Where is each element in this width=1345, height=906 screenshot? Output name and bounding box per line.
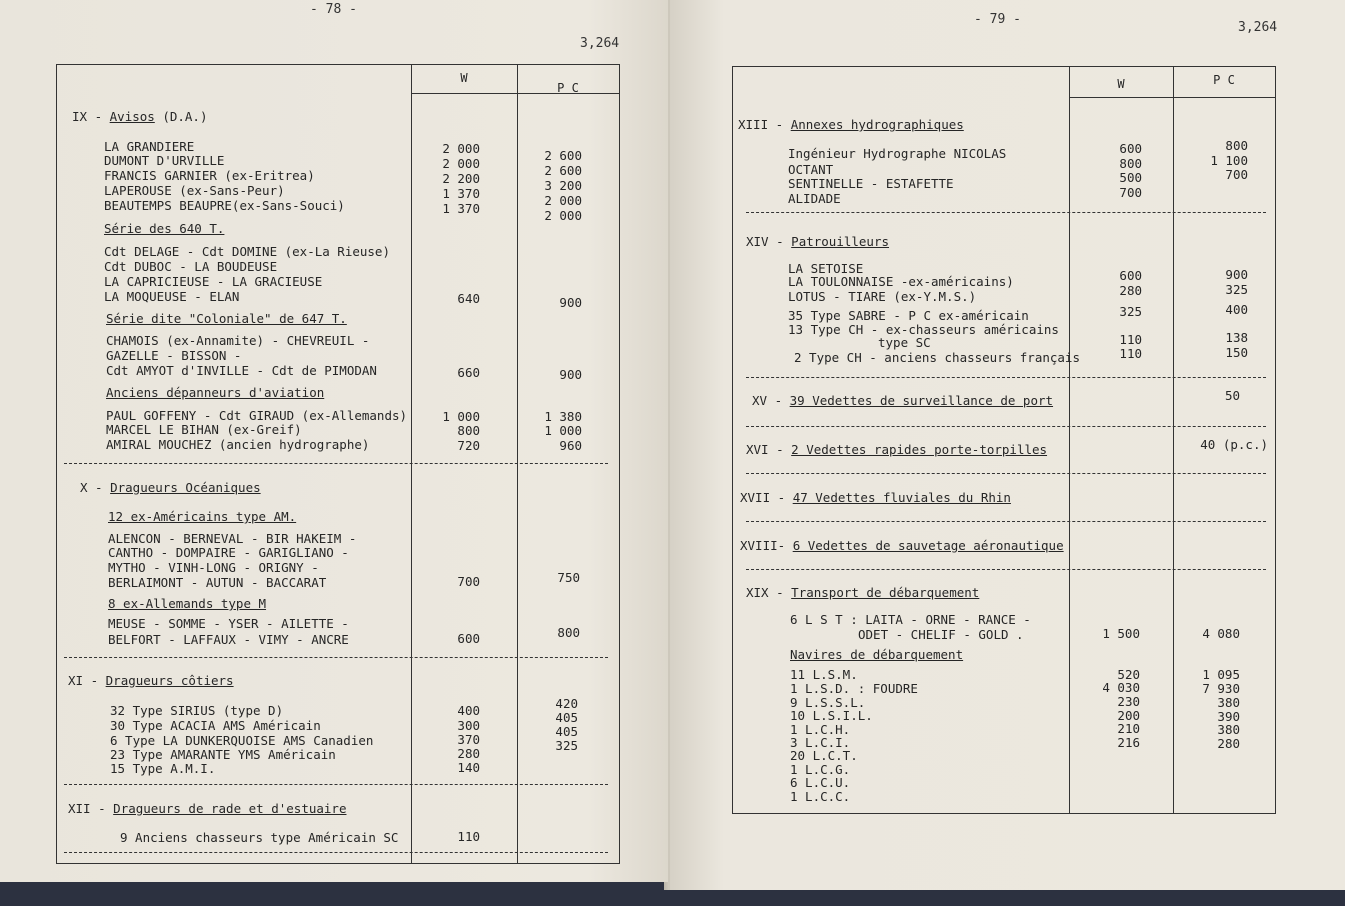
list-item: ALENCON - BERNEVAL - BIR HAKEIM - <box>108 531 357 546</box>
column-header-w: W <box>460 71 468 85</box>
list-item: 6 L.C.U. <box>790 775 851 790</box>
value-w: 280 <box>1119 283 1142 298</box>
list-item: 30 Type ACACIA AMS Américain <box>110 718 321 733</box>
value-pc: 405 <box>555 724 578 739</box>
value-w: 800 <box>457 423 480 438</box>
list-item: Cdt DUBOC - LA BOUDEUSE <box>104 259 278 274</box>
section-title: XV - 39 Vedettes de surveillance de port <box>752 393 1054 408</box>
value-pc: 380 <box>1217 695 1240 710</box>
value-w: 1 000 <box>442 409 480 424</box>
list-item: LA GRANDIERE <box>104 139 195 154</box>
column-header-w: W <box>1117 77 1125 91</box>
value-w: 280 <box>457 746 480 761</box>
section-divider <box>746 212 1266 213</box>
list-item: FRANCIS GARNIER (ex-Eritrea) <box>104 168 315 183</box>
value-pc: 750 <box>557 570 580 585</box>
section-title: XVI - 2 Vedettes rapides porte-torpilles <box>746 442 1048 457</box>
section-divider <box>64 463 608 464</box>
list-item: SENTINELLE - ESTAFETTE <box>788 176 954 191</box>
value-pc: 960 <box>559 438 582 453</box>
reference-number: 3,264 <box>580 36 620 51</box>
list-item: PAUL GOFFENY - Cdt GIRAUD (ex-Allemands) <box>106 408 408 423</box>
value-w: 325 <box>1119 304 1142 319</box>
value-pc: 380 <box>1217 722 1240 737</box>
value-pc: 1 100 <box>1210 153 1248 168</box>
value-w: 2 000 <box>442 141 480 156</box>
list-item: 1 L.C.C. <box>790 789 851 804</box>
value-pc: 2 600 <box>544 163 582 178</box>
list-item: Cdt AMYOT d'INVILLE - Cdt de PIMODAN <box>106 363 377 378</box>
list-item: GAZELLE - BISSON - <box>106 348 242 363</box>
value-w: 200 <box>1117 708 1140 723</box>
list-item: 23 Type AMARANTE YMS Américain <box>110 747 336 762</box>
value-w: 110 <box>1119 346 1142 361</box>
value-w: 1 370 <box>442 201 480 216</box>
section-title: XIV - Patrouilleurs <box>746 234 890 249</box>
list-item: BEAUTEMPS BEAUPRE(ex-Sans-Souci) <box>104 198 345 213</box>
list-item: 2 Type CH - anciens chasseurs français <box>794 350 1080 365</box>
value-pc: 420 <box>555 696 578 711</box>
value-w: 600 <box>1119 268 1142 283</box>
list-item: 15 Type A.M.I. <box>110 761 216 776</box>
value-w: 110 <box>1119 332 1142 347</box>
list-item: 35 Type SABRE - P C ex-américain <box>788 308 1029 323</box>
list-item: 20 L.C.T. <box>790 748 858 763</box>
value-w: 640 <box>457 291 480 306</box>
value-pc: 325 <box>1225 282 1248 297</box>
list-item: 10 L.S.I.L. <box>790 708 873 723</box>
value-w: 2 000 <box>442 156 480 171</box>
value-w: 700 <box>1119 185 1142 200</box>
section-divider <box>746 521 1266 522</box>
list-item: 6 Type LA DUNKERQUOISE AMS Canadien <box>110 733 374 748</box>
value-w: 210 <box>1117 721 1140 736</box>
section-title: XIII - Annexes hydrographiques <box>738 117 964 132</box>
value-pc: 1 095 <box>1202 667 1240 682</box>
value-w: 110 <box>457 829 480 844</box>
value-w: 520 <box>1117 667 1140 682</box>
value-w: 700 <box>457 574 480 589</box>
value-w: 500 <box>1119 170 1142 185</box>
list-item: 32 Type SIRIUS (type D) <box>110 703 284 718</box>
value-w: 300 <box>457 718 480 733</box>
section-divider <box>746 473 1266 474</box>
value-pc: 280 <box>1217 736 1240 751</box>
list-item: BELFORT - LAFFAUX - VIMY - ANCRE <box>108 632 349 647</box>
value-w: 230 <box>1117 694 1140 709</box>
list-item: Ingénieur Hydrographe NICOLAS <box>788 146 1007 161</box>
section-divider <box>746 426 1266 427</box>
value-w: 720 <box>457 438 480 453</box>
page-number: - 79 - <box>974 12 1021 27</box>
value-pc: 390 <box>1217 709 1240 724</box>
list-item: type SC <box>878 335 931 350</box>
value-pc: 400 <box>1225 302 1248 317</box>
section-title: XVII - 47 Vedettes fluviales du Rhin <box>740 490 1011 505</box>
value-pc: 50 <box>1224 388 1240 403</box>
value-w: 2 200 <box>442 171 480 186</box>
list-item: 1 L.S.D. : FOUDRE <box>790 681 918 696</box>
list-item: 3 L.C.I. <box>790 735 851 750</box>
section-title: XIX - Transport de débarquement <box>746 585 980 600</box>
value-pc: 325 <box>555 738 578 753</box>
reference-number: 3,264 <box>1238 20 1278 35</box>
value-w: 1 370 <box>442 186 480 201</box>
right-page <box>670 0 1345 890</box>
list-item: AMIRAL MOUCHEZ (ancien hydrographe) <box>106 437 370 452</box>
section-divider <box>64 784 608 785</box>
subsection-title: 8 ex-Allemands type M <box>108 596 267 611</box>
value-pc: 1 000 <box>544 423 582 438</box>
value-w: 4 030 <box>1102 680 1140 695</box>
left-page <box>0 0 668 882</box>
list-item: LOTUS - TIARE (ex-Y.M.S.) <box>788 289 977 304</box>
value-pc: 1 380 <box>544 409 582 424</box>
subsection-title: Navires de débarquement <box>790 647 964 662</box>
list-item: 1 L.C.H. <box>790 722 851 737</box>
value-w: 600 <box>1119 141 1142 156</box>
column-header-pc: P C <box>557 81 579 95</box>
value-pc: 2 000 <box>544 208 582 223</box>
value-pc: 900 <box>1225 267 1248 282</box>
value-w: 1 500 <box>1102 626 1140 641</box>
value-pc: 138 <box>1225 330 1248 345</box>
value-pc: 3 200 <box>544 178 582 193</box>
subsection-title: 12 ex-Américains type AM. <box>108 509 297 524</box>
list-item: ODET - CHELIF - GOLD . <box>858 627 1024 642</box>
section-divider <box>64 852 608 853</box>
value-w: 600 <box>457 631 480 646</box>
list-item: LA CAPRICIEUSE - LA GRACIEUSE <box>104 274 323 289</box>
value-w: 400 <box>457 703 480 718</box>
value-pc: 2 000 <box>544 193 582 208</box>
list-item: CANTHO - DOMPAIRE - GARIGLIANO - <box>108 545 349 560</box>
list-item: LA MOQUEUSE - ELAN <box>104 289 240 304</box>
list-item: CHAMOIS (ex-Annamite) - CHEVREUIL - <box>106 333 370 348</box>
value-pc: 7 930 <box>1202 681 1240 696</box>
section-divider <box>64 657 608 658</box>
value-pc: 405 <box>555 710 578 725</box>
list-item: 11 L.S.M. <box>790 667 858 682</box>
section-divider <box>746 377 1266 378</box>
page-number: - 78 - <box>310 2 357 17</box>
subsection-title: Série dite "Coloniale" de 647 T. <box>106 311 347 326</box>
value-w: 140 <box>457 760 480 775</box>
list-item: 9 Anciens chasseurs type Américain SC <box>120 830 399 845</box>
list-item: MYTHO - VINH-LONG - ORIGNY - <box>108 560 319 575</box>
list-item: 9 L.S.S.L. <box>790 695 866 710</box>
list-item: 1 L.C.G. <box>790 762 851 777</box>
subsection-title: Anciens dépanneurs d'aviation <box>106 385 325 400</box>
list-item: LAPEROUSE (ex-Sans-Peur) <box>104 183 285 198</box>
value-pc: 2 600 <box>544 148 582 163</box>
value-w: 660 <box>457 365 480 380</box>
list-item: 13 Type CH - ex-chasseurs américains <box>788 322 1059 337</box>
list-item: LA SETOISE <box>788 261 864 276</box>
value-pc: 700 <box>1225 167 1248 182</box>
list-item: 6 L S T : LAITA - ORNE - RANCE - <box>790 612 1031 627</box>
value-w: 370 <box>457 732 480 747</box>
list-item: ALIDADE <box>788 191 841 206</box>
value-pc: 800 <box>557 625 580 640</box>
section-title: IX - Avisos (D.A.) <box>72 109 208 124</box>
list-item: MARCEL LE BIHAN (ex-Greif) <box>106 422 302 437</box>
value-pc: 150 <box>1225 345 1248 360</box>
list-item: MEUSE - SOMME - YSER - AILETTE - <box>108 616 349 631</box>
list-item: BERLAIMONT - AUTUN - BACCARAT <box>108 575 327 590</box>
subsection-title: Série des 640 T. <box>104 221 225 236</box>
section-title: XII - Dragueurs de rade et d'estuaire <box>68 801 347 816</box>
section-title: XI - Dragueurs côtiers <box>68 673 234 688</box>
list-item: DUMONT D'URVILLE <box>104 153 225 168</box>
value-pc: 900 <box>559 295 582 310</box>
column-header-pc: P C <box>1213 73 1235 87</box>
section-title: X - Dragueurs Océaniques <box>80 480 261 495</box>
list-item: OCTANT <box>788 162 834 177</box>
value-pc: 40 (p.c.) <box>1200 437 1268 452</box>
value-pc: 4 080 <box>1202 626 1240 641</box>
list-item: Cdt DELAGE - Cdt DOMINE (ex-La Rieuse) <box>104 244 390 259</box>
list-item: LA TOULONNAISE -ex-américains) <box>788 274 1014 289</box>
section-divider <box>746 569 1266 570</box>
value-w: 800 <box>1119 156 1142 171</box>
section-title: XVIII- 6 Vedettes de sauvetage aéronautique <box>740 538 1064 553</box>
value-pc: 800 <box>1225 138 1248 153</box>
value-pc: 900 <box>559 367 582 382</box>
value-w: 216 <box>1117 735 1140 750</box>
